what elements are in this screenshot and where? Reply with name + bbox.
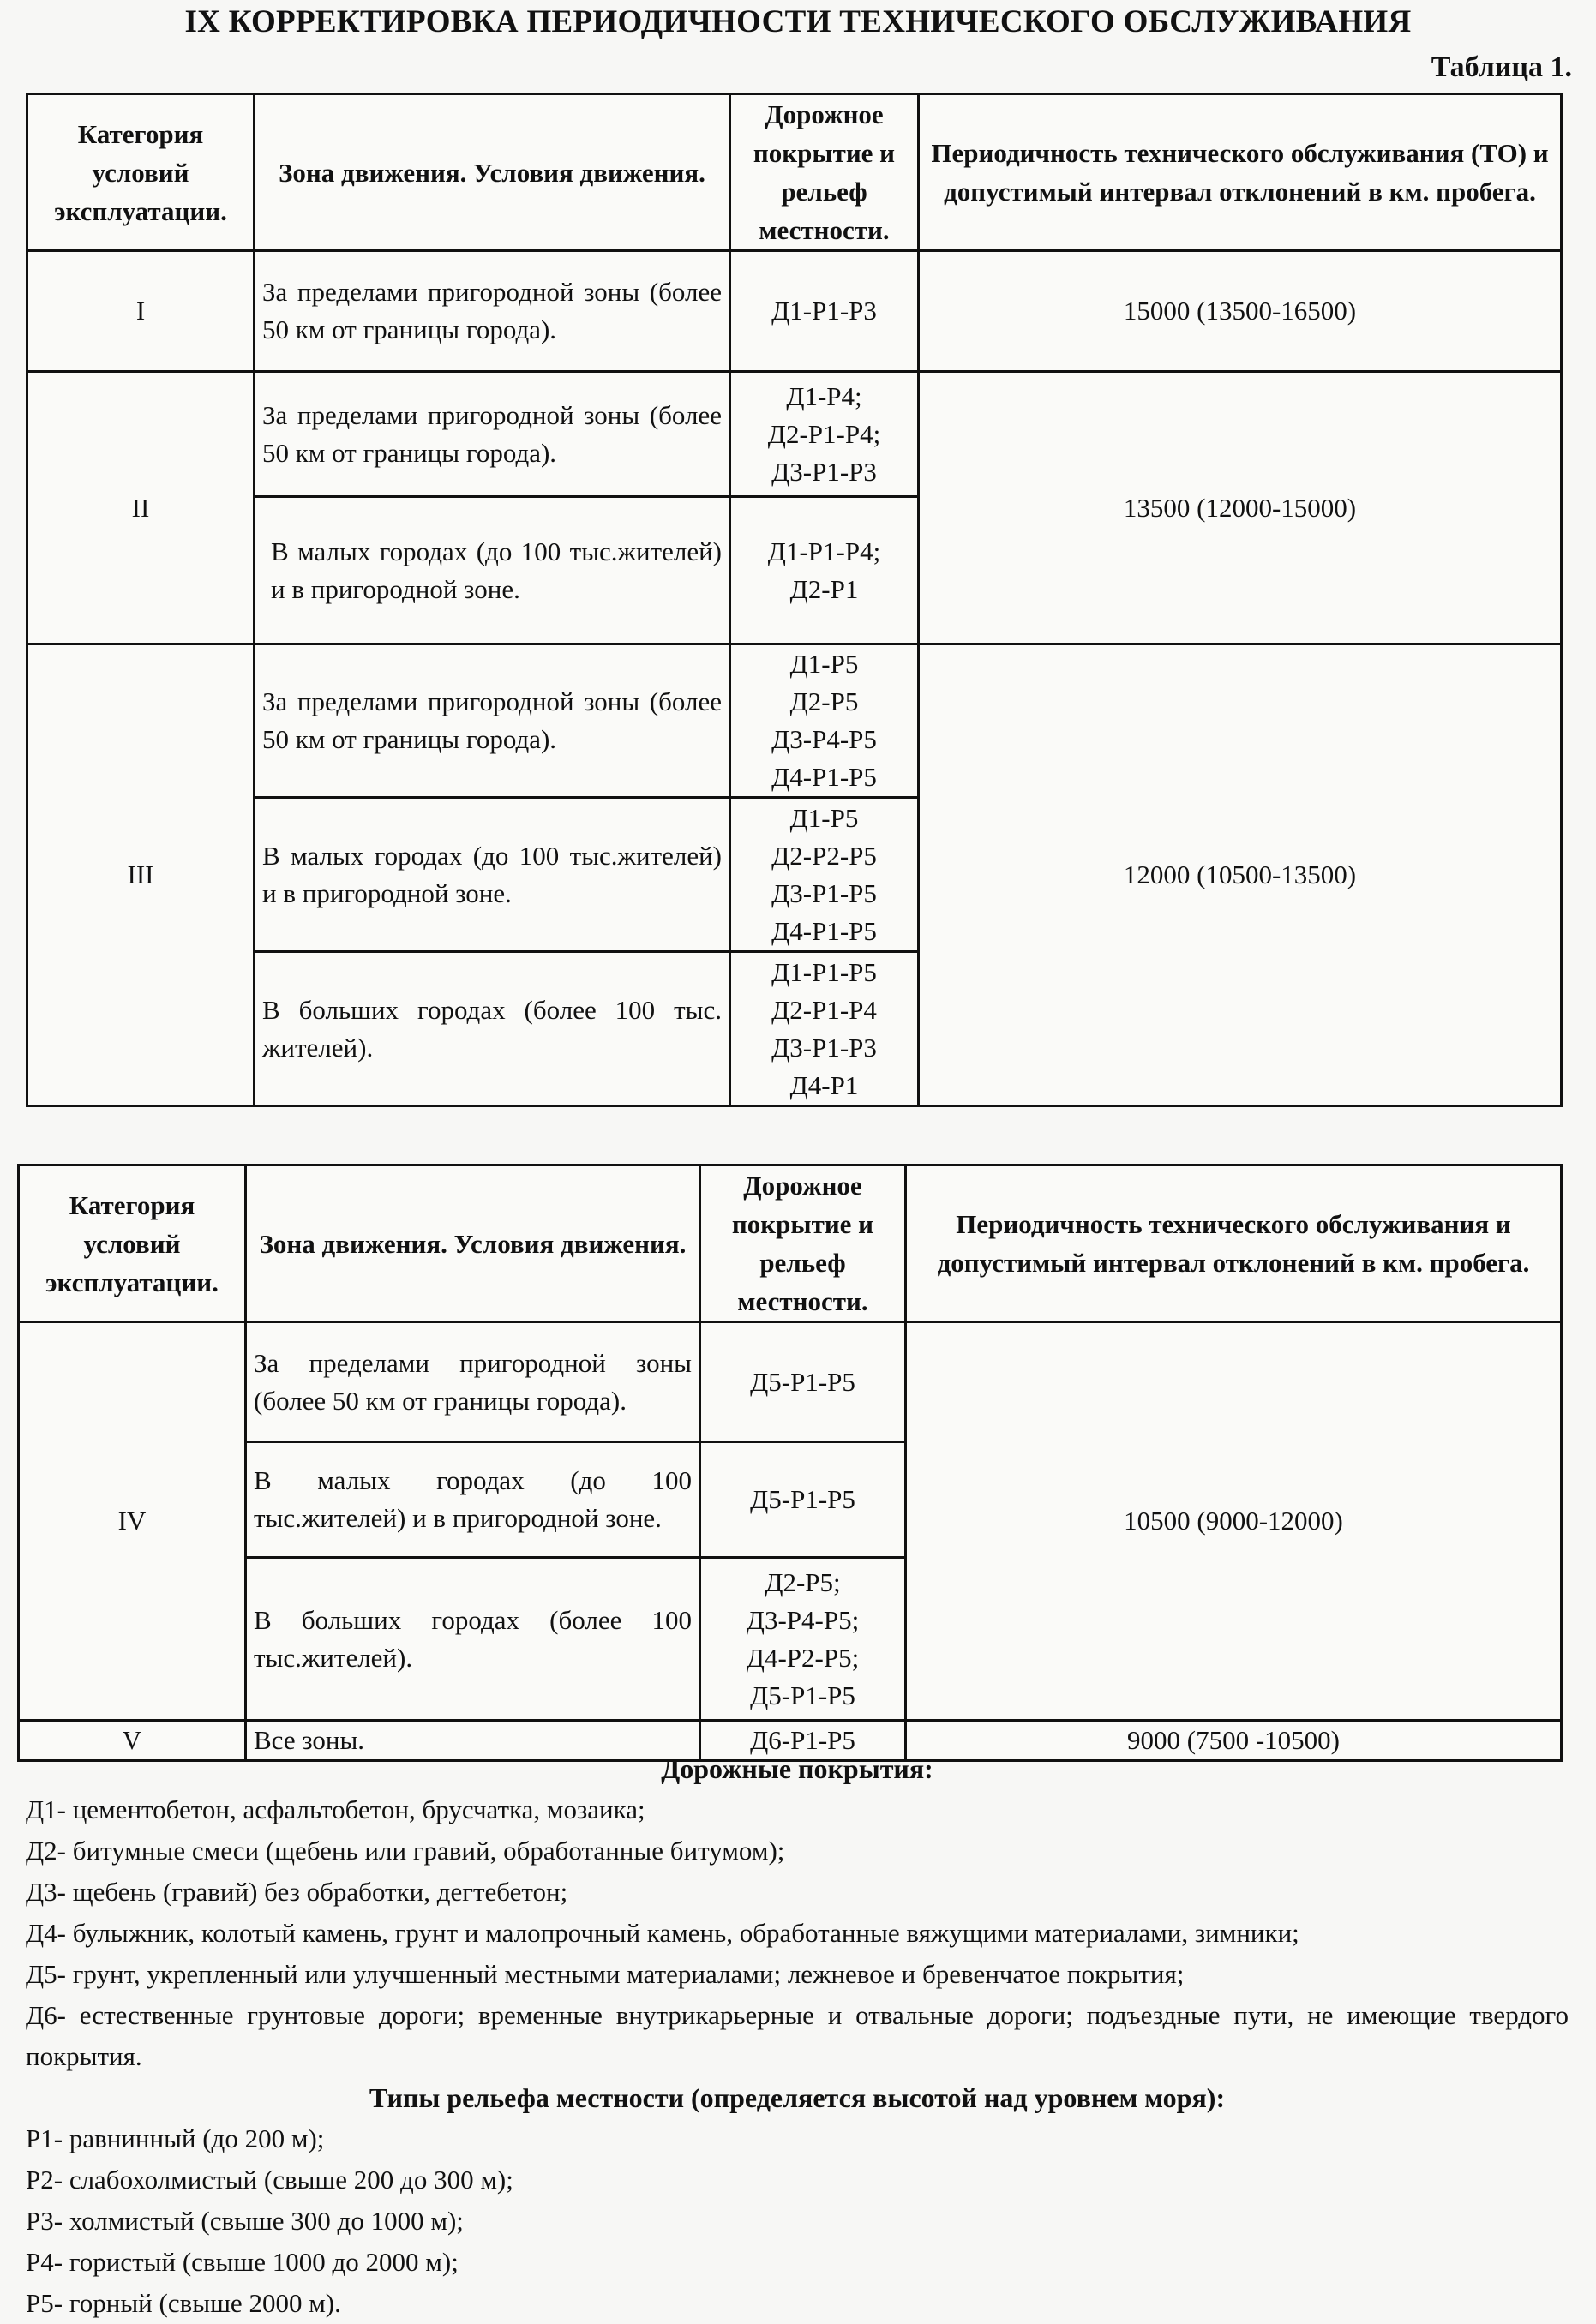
periodicity-table-2 <box>17 1164 1563 1762</box>
table-label: Таблица 1. <box>1431 51 1572 83</box>
legend-section <box>26 1748 1569 2324</box>
legend-item: Д3- щебень (гравий) без обработки, дегтебетон; <box>26 1877 568 1907</box>
header-zone: Зона движения. Условия движения. <box>246 1165 700 1322</box>
table-row <box>19 1322 1562 1442</box>
category-cell: I <box>27 251 255 372</box>
road-code: Д3-Р1-Р3 <box>771 1032 877 1063</box>
category-cell: IV <box>19 1322 246 1721</box>
road-cell <box>700 1558 906 1721</box>
road-cell: Д6-Р1-Р5 <box>700 1721 906 1761</box>
legend-item: Р2- слабохолмистый (свыше 200 до 300 м); <box>26 2165 513 2195</box>
zone-cell: За пределами пригородной зоны (более 50 км от границы города). <box>255 644 730 798</box>
table-header-row <box>19 1165 1562 1322</box>
legend-item: Р4- гористый (свыше 1000 до 2000 м); <box>26 2247 459 2277</box>
periodicity-table-1 <box>26 93 1563 1107</box>
table-row <box>27 372 1562 497</box>
zone-cell: За пределами пригородной зоны (более 50 км от границы города). <box>255 251 730 372</box>
category-cell: III <box>27 644 255 1106</box>
page-title: IX КОРРЕКТИРОВКА ПЕРИОДИЧНОСТИ ТЕХНИЧЕСКОГО ОБСЛУЖИВАНИЯ <box>184 4 1412 39</box>
zone-cell: В малых городах (до 100 тыс.жителей) и в пригородной зоне. <box>255 497 730 644</box>
road-cell <box>730 952 919 1106</box>
road-code: Д1-Р5 <box>789 649 859 679</box>
period-cell: 15000 (13500-16500) <box>919 251 1562 372</box>
legend-item: Д4- булыжник, колотый камень, грунт и малопрочный камень, обработанные вяжущими материалами, зимники; <box>26 1918 1299 1948</box>
header-road: Дорожное покрытие и рельеф местности. <box>730 94 919 251</box>
header-category: Категория условий эксплуатации. <box>19 1165 246 1322</box>
period-cell: 9000 (7500 -10500) <box>906 1721 1562 1761</box>
road-cell: Д1-Р1-Р3 <box>730 251 919 372</box>
road-cell: Д5-Р1-Р5 <box>700 1442 906 1558</box>
road-types-heading: Дорожные покрытия: <box>661 1753 933 1784</box>
legend-item: Д5- грунт, укрепленный или улучшенный местными материалами; лежневое и бревенчатое покрытия; <box>26 1959 1185 1989</box>
header-category: Категория условий эксплуатации. <box>27 94 255 251</box>
road-code: Д3-Р4-Р5 <box>771 724 877 754</box>
road-code: Д2-Р1-Р4 <box>771 994 877 1025</box>
relief-types-heading: Типы рельефа местности (определяется высотой над уровнем моря): <box>369 2082 1226 2113</box>
road-cell <box>730 644 919 798</box>
zone-cell: В малых городах (до 100 тыс.жителей) и в пригородной зоне. <box>255 798 730 952</box>
period-cell: 12000 (10500-13500) <box>919 644 1562 1106</box>
category-cell: II <box>27 372 255 644</box>
zone-cell: Все зоны. <box>246 1721 700 1761</box>
road-cell: Д5-Р1-Р5 <box>700 1322 906 1442</box>
road-code: Д2-Р5; <box>765 1566 841 1597</box>
road-code: Д2-Р2-Р5 <box>771 840 877 871</box>
legend-item: Р5- горный (свыше 2000 м). <box>26 2288 341 2318</box>
legend-item: Д2- битумные смеси (щебень или гравий, обработанные битумом); <box>26 1836 785 1866</box>
legend-item: Д6- естественные грунтовые дороги; временные внутрикарьерные и отвальные дороги; подъездные пути, не имеющие твердого покрытия. <box>26 2000 1569 2071</box>
road-code: Д2-Р1-Р4; <box>767 418 881 449</box>
legend-item: Р1- равнинный (до 200 м); <box>26 2123 325 2153</box>
road-code: Д1-Р1-Р4; <box>767 536 881 566</box>
zone-cell: За пределами пригородной зоны (более 50 км от границы города). <box>246 1322 700 1442</box>
table-header-row <box>27 94 1562 251</box>
legend-item: Р3- холмистый (свыше 300 до 1000 м); <box>26 2206 464 2236</box>
legend-item: Д1- цементобетон, асфальтобетон, брусчатка, мозаика; <box>26 1794 645 1824</box>
road-code: Д4-Р1 <box>789 1069 859 1100</box>
road-code: Д3-Р1-Р3 <box>771 456 877 487</box>
table-row <box>27 644 1562 798</box>
road-cell <box>730 497 919 644</box>
header-zone: Зона движения. Условия движения. <box>255 94 730 251</box>
zone-cell: В малых городах (до 100 тыс.жителей) и в пригородной зоне. <box>246 1442 700 1558</box>
table-row <box>27 251 1562 372</box>
zone-cell: За пределами пригородной зоны (более 50 км от границы города). <box>255 372 730 497</box>
road-code: Д3-Р1-Р5 <box>771 877 877 908</box>
header-period: Периодичность технического обслуживания и допустимый интервал отклонений в км. пробега. <box>906 1165 1562 1322</box>
road-code: Д2-Р1 <box>789 573 859 604</box>
header-road: Дорожное покрытие и рельеф местности. <box>700 1165 906 1322</box>
zone-cell: В больших городах (более 100 тыс. жителей). <box>255 952 730 1106</box>
road-code: Д3-Р4-Р5; <box>746 1604 860 1635</box>
period-cell: 13500 (12000-15000) <box>919 372 1562 644</box>
road-code: Д4-Р1-Р5 <box>771 915 877 946</box>
road-code: Д5-Р1-Р5 <box>750 1680 855 1710</box>
road-cell <box>730 372 919 497</box>
period-cell: 10500 (9000-12000) <box>906 1322 1562 1721</box>
road-code: Д1-Р5 <box>789 802 859 833</box>
header-period: Периодичность технического обслуживания (ТО) и допустимый интервал отклонений в км. пробега. <box>919 94 1562 251</box>
road-cell <box>730 798 919 952</box>
zone-cell: В больших городах (более 100 тыс.жителей). <box>246 1558 700 1721</box>
road-code: Д2-Р5 <box>789 686 859 716</box>
road-code: Д4-Р1-Р5 <box>771 762 877 792</box>
road-code: Д1-Р4; <box>786 380 862 411</box>
road-code: Д4-Р2-Р5; <box>746 1642 860 1673</box>
category-cell: V <box>19 1721 246 1761</box>
road-code: Д1-Р1-Р5 <box>771 956 877 987</box>
